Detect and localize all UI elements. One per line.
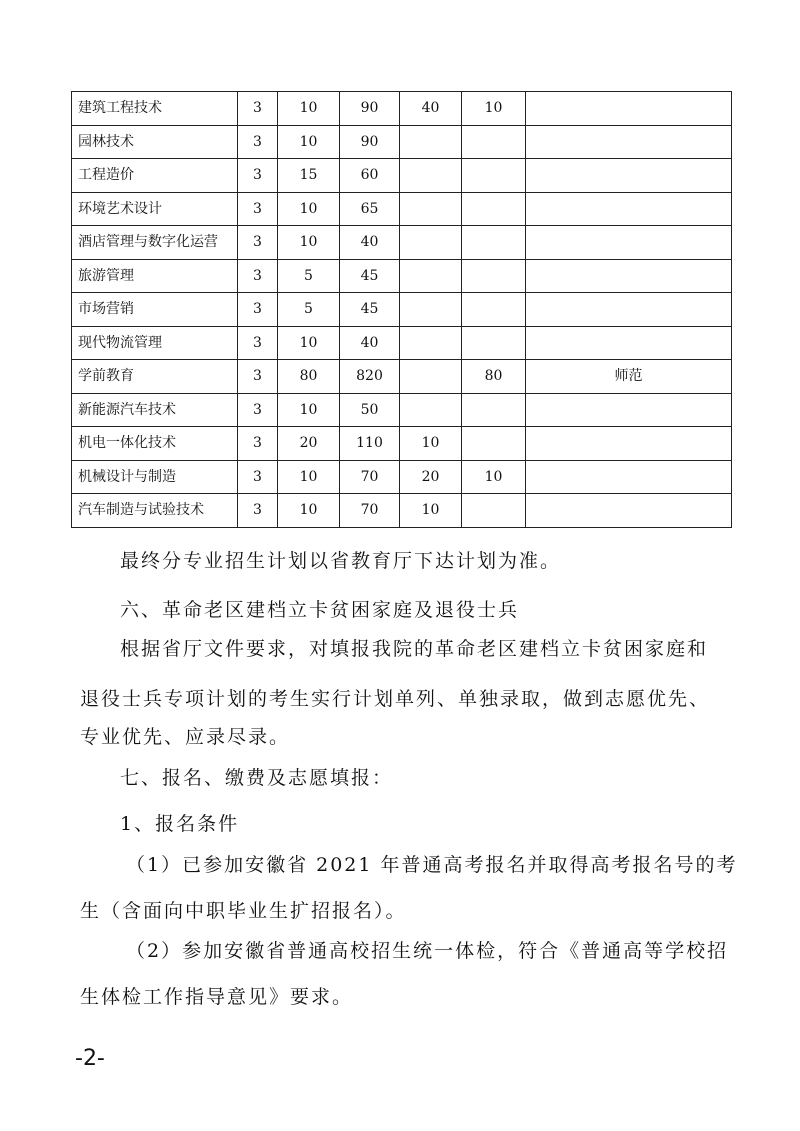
paragraph-line: 生体检工作指导意见》要求。: [80, 986, 354, 1008]
table-row: [72, 159, 732, 193]
remark-cell: [526, 92, 732, 126]
table-cell: 3: [238, 192, 278, 226]
table-row: [72, 92, 732, 126]
paragraph-final-plan-note: 最终分专业招生计划以省教育厅下达计划为准。: [120, 550, 562, 572]
page-number: -2-: [75, 1046, 105, 1071]
table-cell: [400, 125, 462, 159]
table-cell: 3: [238, 427, 278, 461]
table-cell: [462, 125, 526, 159]
table-cell: [462, 259, 526, 293]
section-heading-six: 六、革命老区建档立卡贫困家庭及退役士兵: [120, 599, 520, 621]
table-cell: [400, 192, 462, 226]
remark-cell: [526, 226, 732, 260]
table-cell: 10: [462, 460, 526, 494]
table-cell: 10: [278, 326, 340, 360]
paragraph-line: 生（含面向中职毕业生扩招报名）。: [80, 900, 407, 922]
remark-cell: 师范: [526, 360, 732, 394]
table-row: [72, 427, 732, 461]
table-cell: 10: [400, 427, 462, 461]
remark-cell: [526, 159, 732, 193]
table-cell: [462, 226, 526, 260]
paragraph-line: （1）已参加安徽省 2021 年普通高考报名并取得高考报名号的考: [126, 854, 738, 876]
table-cell: [400, 393, 462, 427]
enrollment-plan-table: [71, 91, 732, 528]
major-name-cell: 现代物流管理: [72, 326, 238, 360]
table-cell: 10: [278, 393, 340, 427]
table-cell: [462, 192, 526, 226]
remark-cell: [526, 259, 732, 293]
major-name-cell: 建筑工程技术: [72, 92, 238, 126]
table-cell: 3: [238, 360, 278, 394]
section-heading-seven: 七、报名、缴费及志愿填报：: [120, 767, 394, 789]
table-cell: [462, 326, 526, 360]
table-cell: [400, 360, 462, 394]
table-cell: [462, 427, 526, 461]
major-name-cell: 环境艺术设计: [72, 192, 238, 226]
table-cell: [400, 226, 462, 260]
table-cell: 80: [278, 360, 340, 394]
table-cell: 20: [278, 427, 340, 461]
remark-cell: [526, 125, 732, 159]
table-cell: [462, 159, 526, 193]
table-cell: 3: [238, 125, 278, 159]
paragraph-line: 专业优先、应录尽录。: [80, 726, 291, 748]
remark-cell: [526, 393, 732, 427]
table-cell: 90: [340, 125, 400, 159]
table-row: [72, 393, 732, 427]
table-cell: [400, 326, 462, 360]
table-cell: 3: [238, 226, 278, 260]
table-cell: 40: [340, 226, 400, 260]
table-cell: 45: [340, 259, 400, 293]
table-cell: 820: [340, 360, 400, 394]
table-row: [72, 494, 732, 528]
table-cell: 10: [278, 226, 340, 260]
table-cell: [400, 293, 462, 327]
table-cell: 10: [400, 494, 462, 528]
table-cell: 60: [340, 159, 400, 193]
table-cell: 3: [238, 92, 278, 126]
table-cell: 3: [238, 159, 278, 193]
major-name-cell: 学前教育: [72, 360, 238, 394]
table-cell: 5: [278, 259, 340, 293]
table-cell: 10: [278, 460, 340, 494]
major-name-cell: 酒店管理与数字化运营: [72, 226, 238, 260]
table-cell: 70: [340, 460, 400, 494]
major-name-cell: 机械设计与制造: [72, 460, 238, 494]
table-cell: 90: [340, 92, 400, 126]
table-cell: 10: [462, 92, 526, 126]
remark-cell: [526, 192, 732, 226]
table-cell: 40: [340, 326, 400, 360]
table-row: [72, 460, 732, 494]
table-row: [72, 125, 732, 159]
major-name-cell: 汽车制造与试验技术: [72, 494, 238, 528]
remark-cell: [526, 460, 732, 494]
table-cell: [462, 293, 526, 327]
table-row: [72, 360, 732, 394]
table-cell: [462, 393, 526, 427]
remark-cell: [526, 494, 732, 528]
table-cell: 80: [462, 360, 526, 394]
remark-cell: [526, 427, 732, 461]
major-name-cell: 市场营销: [72, 293, 238, 327]
paragraph-line: 退役士兵专项计划的考生实行计划单列、单独录取，做到志愿优先、: [80, 688, 711, 710]
table-cell: 20: [400, 460, 462, 494]
subheading-registration-conditions: 1、报名条件: [120, 813, 240, 835]
major-name-cell: 旅游管理: [72, 259, 238, 293]
table-cell: 10: [278, 92, 340, 126]
major-name-cell: 工程造价: [72, 159, 238, 193]
remark-cell: [526, 326, 732, 360]
major-name-cell: 新能源汽车技术: [72, 393, 238, 427]
paragraph-line: 根据省厅文件要求，对填报我院的革命老区建档立卡贫困家庭和: [120, 638, 709, 660]
table-cell: [400, 159, 462, 193]
table-cell: 50: [340, 393, 400, 427]
table-cell: [462, 494, 526, 528]
table-row: [72, 326, 732, 360]
remark-cell: [526, 293, 732, 327]
table-cell: 110: [340, 427, 400, 461]
table-cell: 3: [238, 259, 278, 293]
table-row: [72, 226, 732, 260]
table-cell: 70: [340, 494, 400, 528]
table-cell: 45: [340, 293, 400, 327]
table-cell: 10: [278, 125, 340, 159]
table-cell: 3: [238, 494, 278, 528]
table-cell: 3: [238, 393, 278, 427]
major-name-cell: 园林技术: [72, 125, 238, 159]
table-cell: [400, 259, 462, 293]
table-cell: 65: [340, 192, 400, 226]
table-cell: 3: [238, 460, 278, 494]
table-cell: 5: [278, 293, 340, 327]
table-cell: 15: [278, 159, 340, 193]
table-cell: 10: [278, 192, 340, 226]
table-cell: 40: [400, 92, 462, 126]
table-body: [72, 92, 732, 528]
table-row: [72, 259, 732, 293]
table-cell: 3: [238, 326, 278, 360]
major-name-cell: 机电一体化技术: [72, 427, 238, 461]
table-cell: 3: [238, 293, 278, 327]
table-cell: 10: [278, 494, 340, 528]
table-row: [72, 293, 732, 327]
paragraph-line: （2）参加安徽省普通高校招生统一体检，符合《普通高等学校招: [126, 940, 729, 962]
table-row: [72, 192, 732, 226]
